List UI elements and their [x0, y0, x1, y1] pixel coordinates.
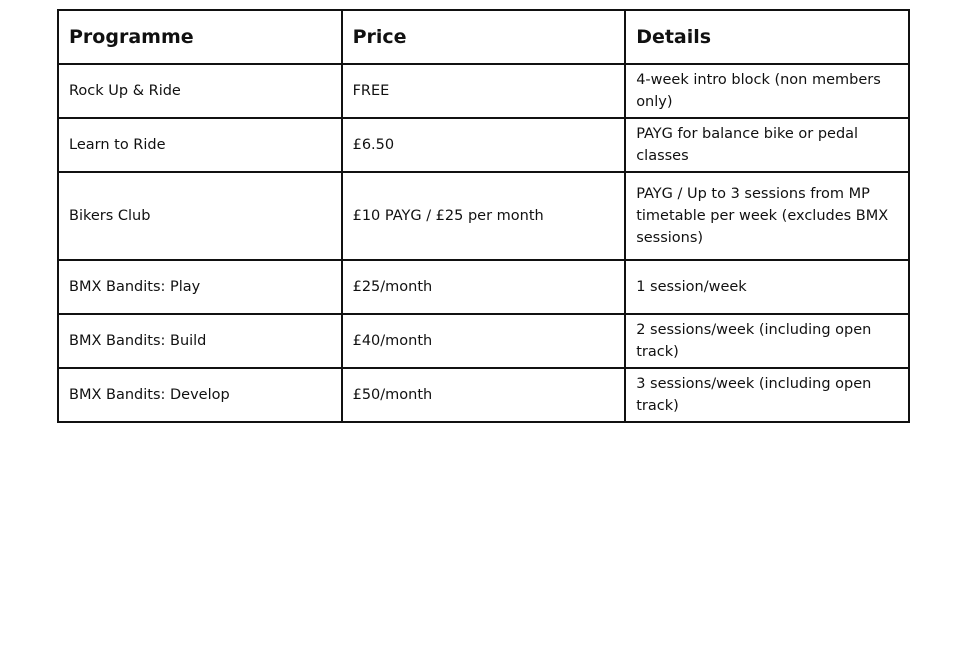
- cell-details: PAYG for balance bike or pedal classes: [625, 118, 909, 172]
- cell-price: £50/month: [342, 368, 626, 422]
- table-header-row: [58, 10, 909, 64]
- cell-price: £10 PAYG / £25 per month: [342, 172, 626, 260]
- table-row: [58, 64, 909, 118]
- cell-details: PAYG / Up to 3 sessions from MP timetable per week (excludes BMX sessions): [625, 172, 909, 260]
- table-row: [58, 260, 909, 314]
- table-row: [58, 314, 909, 368]
- cell-price: £40/month: [342, 314, 626, 368]
- cell-details: 2 sessions/week (including open track): [625, 314, 909, 368]
- cell-price: £6.50: [342, 118, 626, 172]
- header-details: Details: [625, 10, 909, 64]
- cell-programme: BMX Bandits: Develop: [58, 368, 342, 422]
- cell-programme: BMX Bandits: Play: [58, 260, 342, 314]
- cell-programme: Bikers Club: [58, 172, 342, 260]
- table-row: [58, 118, 909, 172]
- pricing-table-container: [57, 9, 908, 423]
- table-row: [58, 368, 909, 422]
- cell-details: 1 session/week: [625, 260, 909, 314]
- cell-details: 4-week intro block (non members only): [625, 64, 909, 118]
- cell-price: FREE: [342, 64, 626, 118]
- table-row: [58, 172, 909, 260]
- cell-price: £25/month: [342, 260, 626, 314]
- cell-programme: Learn to Ride: [58, 118, 342, 172]
- cell-programme: BMX Bandits: Build: [58, 314, 342, 368]
- cell-details: 3 sessions/week (including open track): [625, 368, 909, 422]
- header-price: Price: [342, 10, 626, 64]
- cell-programme: Rock Up & Ride: [58, 64, 342, 118]
- header-programme: Programme: [58, 10, 342, 64]
- pricing-table: [57, 9, 910, 423]
